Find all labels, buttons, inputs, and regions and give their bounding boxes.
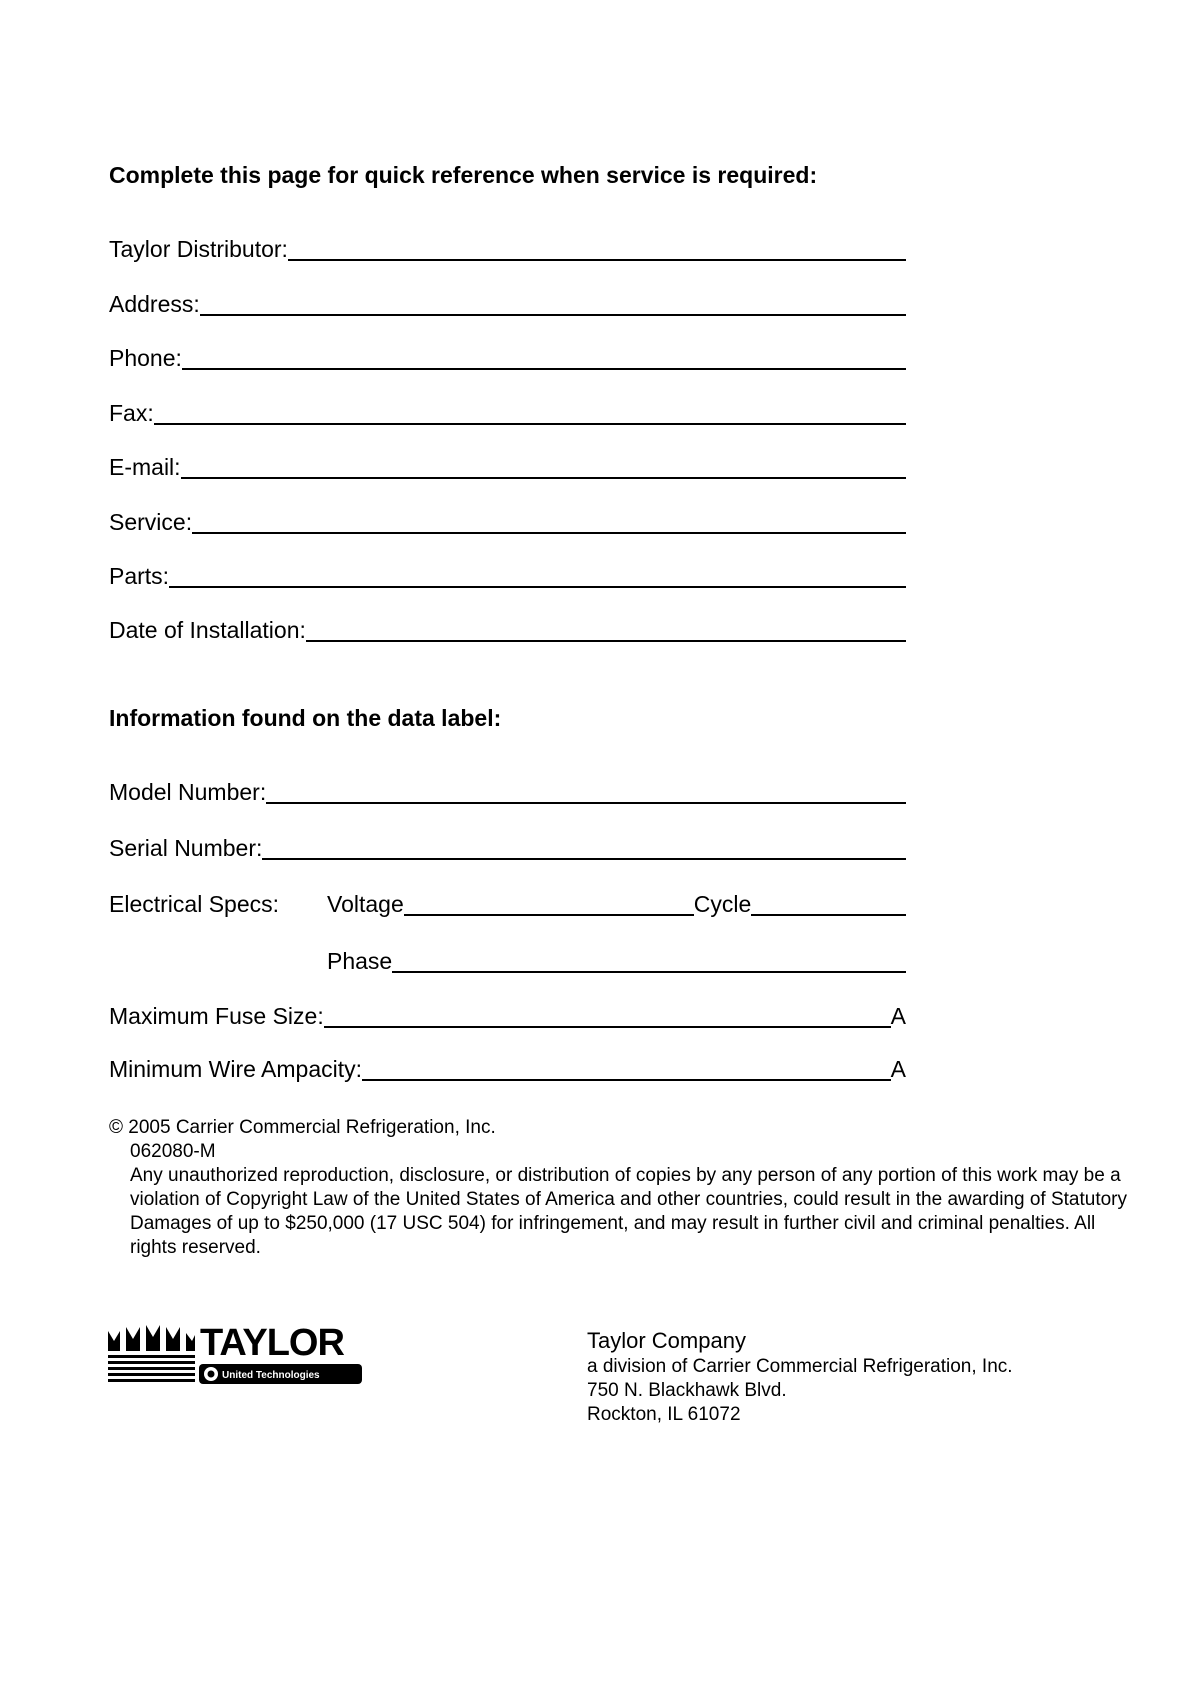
data-label-heading: Information found on the data label:	[109, 705, 502, 731]
cycle-line[interactable]	[751, 913, 906, 916]
electrical-specs-row	[109, 883, 906, 917]
field-label: Parts:	[109, 563, 170, 589]
phase-line[interactable]	[392, 970, 906, 973]
phase-label: Phase	[327, 948, 393, 974]
field-label: Maximum Fuse Size:	[109, 1003, 324, 1029]
fill-in-line[interactable]	[181, 476, 906, 479]
field-label: Model Number:	[109, 779, 267, 805]
max-fuse-size-field	[109, 995, 906, 1029]
email-field	[109, 446, 906, 480]
amps-unit: A	[890, 1003, 906, 1029]
fill-in-line[interactable]	[182, 367, 906, 370]
date-of-installation-field	[109, 609, 906, 643]
fill-in-line[interactable]	[169, 585, 906, 588]
field-label: E-mail:	[109, 454, 181, 480]
field-label: Address:	[109, 291, 200, 317]
field-label: Phone:	[109, 345, 182, 371]
company-name: Taylor Company	[587, 1328, 746, 1353]
fill-in-line[interactable]	[288, 258, 906, 261]
field-label: Fax:	[109, 400, 154, 426]
fill-in-line[interactable]	[200, 313, 906, 316]
field-label: Service:	[109, 509, 193, 535]
field-label: Date of Installation:	[109, 617, 306, 643]
logo-tagline: United Technologies	[222, 1370, 320, 1381]
logo-brand: TAYLOR	[200, 1325, 344, 1364]
legal-notice: Any unauthorized reproduction, disclosure, or distribution of copies by any person of any portion of this work may be a violation of Copyright Law of the United States of America and other countries, could result in the awarding of Statutory Damages of up to $250,000 (17 USC 504) for infringement, and may result in further civil and criminal penalties. All rights reserved.	[130, 1165, 1127, 1258]
cycle-label: Cycle	[693, 891, 752, 917]
fill-in-line[interactable]	[154, 422, 906, 425]
voltage-label: Voltage	[327, 891, 404, 917]
fill-in-line[interactable]	[306, 639, 906, 642]
field-label: Taylor Distributor:	[109, 236, 288, 262]
fill-in-line[interactable]	[362, 1078, 891, 1081]
model-number-field	[109, 771, 906, 805]
quick-reference-heading: Complete this page for quick reference when service is required:	[109, 162, 818, 188]
serial-number-field	[109, 827, 906, 861]
fill-in-line[interactable]	[324, 1025, 891, 1028]
company-city: Rockton, IL 61072	[587, 1404, 741, 1425]
fill-in-line[interactable]	[266, 801, 906, 804]
field-label: Minimum Wire Ampacity:	[109, 1056, 363, 1082]
address-field	[109, 283, 906, 317]
service-field	[109, 501, 906, 535]
taylor-logo	[108, 1325, 362, 1385]
company-street: 750 N. Blackhawk Blvd.	[587, 1380, 787, 1401]
company-address	[587, 1327, 1013, 1427]
electrical-specs-label: Electrical Specs:	[109, 891, 280, 917]
fax-field	[109, 392, 906, 426]
field-label: Serial Number:	[109, 835, 263, 861]
copyright-notice	[109, 1116, 1129, 1260]
company-division: a division of Carrier Commercial Refrigeration, Inc.	[587, 1356, 1013, 1377]
phone-field	[109, 337, 906, 371]
min-wire-ampacity-field	[109, 1048, 906, 1082]
document-number: 062080-M	[130, 1141, 216, 1162]
copyright-line: © 2005 Carrier Commercial Refrigeration, Inc.	[109, 1117, 496, 1138]
fill-in-line[interactable]	[262, 857, 906, 860]
phase-row	[109, 940, 906, 974]
fill-in-line[interactable]	[192, 531, 906, 534]
logo-mark	[108, 1325, 195, 1382]
taylor-distributor-field	[109, 228, 906, 262]
parts-field	[109, 555, 906, 589]
voltage-line[interactable]	[404, 913, 694, 916]
amps-unit: A	[890, 1056, 906, 1082]
